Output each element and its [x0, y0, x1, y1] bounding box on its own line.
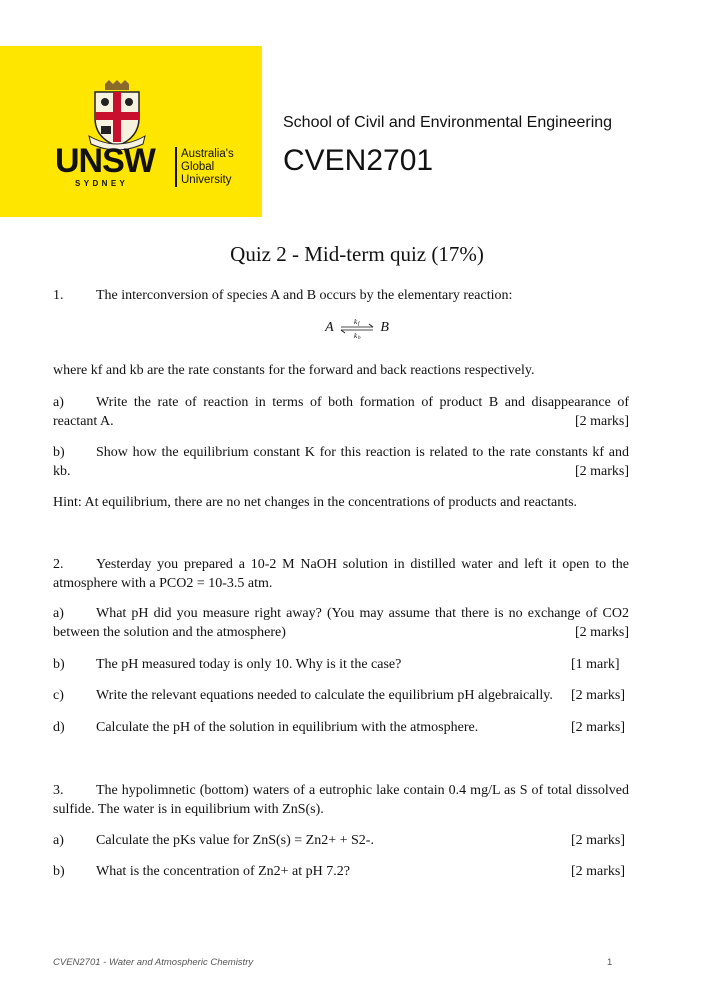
question-1-hint: Hint: At equilibrium, there are no net changes in the concentrations of products and reactants.	[53, 495, 578, 510]
marks: [2 marks]	[574, 625, 629, 640]
school-name: School of Civil and Environmental Engineering	[283, 114, 613, 131]
reaction-equation: A k f k b B	[325, 318, 389, 339]
svg-text:f: f	[357, 322, 360, 327]
question-2a: a) What pH did you measure right away? (You may assume that there is no exchange of CO2 between the solution and the atmosphere) [2 marks]	[53, 606, 629, 640]
marks: [2 marks]	[574, 464, 629, 479]
marks: [2 marks]	[571, 688, 626, 703]
question-2	[53, 555, 629, 593]
question-1a: a) Write the rate of reaction in terms of both formation of product B and disappearance of reactant A. [2 marks]	[53, 395, 629, 429]
logo-city: SYDNEY	[75, 179, 129, 188]
page-number: 1	[607, 957, 613, 968]
equilibrium-arrows-icon	[337, 317, 377, 339]
question-1	[53, 286, 629, 305]
question-text: Yesterday you prepared a 10-2 M NaOH solution in distilled water and left it open to the atmosphere with a PCO2 = 10-3.5 atm.	[53, 557, 629, 591]
question-number: 2.	[53, 557, 64, 572]
question-text: The interconversion of species A and B occurs by the elementary reaction:	[96, 288, 513, 303]
question-3	[53, 781, 629, 819]
quiz-title: Quiz 2 - Mid-term quiz (17%)	[230, 242, 484, 266]
course-code: CVEN2701	[283, 144, 434, 177]
question-number: 1.	[53, 288, 64, 303]
marks: [2 marks]	[571, 833, 626, 848]
svg-text:b: b	[357, 336, 361, 339]
svg-text:k: k	[353, 318, 357, 326]
question-1-where: where kf and kb are the rate constants for the forward and back reactions respectively.	[53, 363, 535, 378]
question-number: 3.	[53, 783, 64, 798]
question-text: The hypolimnetic (bottom) waters of a eutrophic lake contain 0.4 mg/L as S of total dissolved sulfide. The water is in equilibrium with ZnS(s).	[53, 783, 629, 817]
marks: [2 marks]	[571, 864, 626, 879]
footer-course: CVEN2701 - Water and Atmospheric Chemistry	[53, 957, 254, 968]
logo-tagline: Australia's Global University	[181, 148, 234, 186]
logo-wordmark: UNSW	[55, 142, 155, 180]
logo-divider	[175, 147, 177, 187]
marks: [1 mark]	[571, 657, 620, 672]
unsw-crest-icon	[85, 78, 149, 150]
marks: [2 marks]	[574, 414, 629, 429]
marks: [2 marks]	[571, 720, 626, 735]
svg-text:k: k	[353, 332, 357, 339]
question-1b: b) Show how the equilibrium constant K for this reaction is related to the rate constants kf and kb. [2 marks]	[53, 445, 629, 479]
